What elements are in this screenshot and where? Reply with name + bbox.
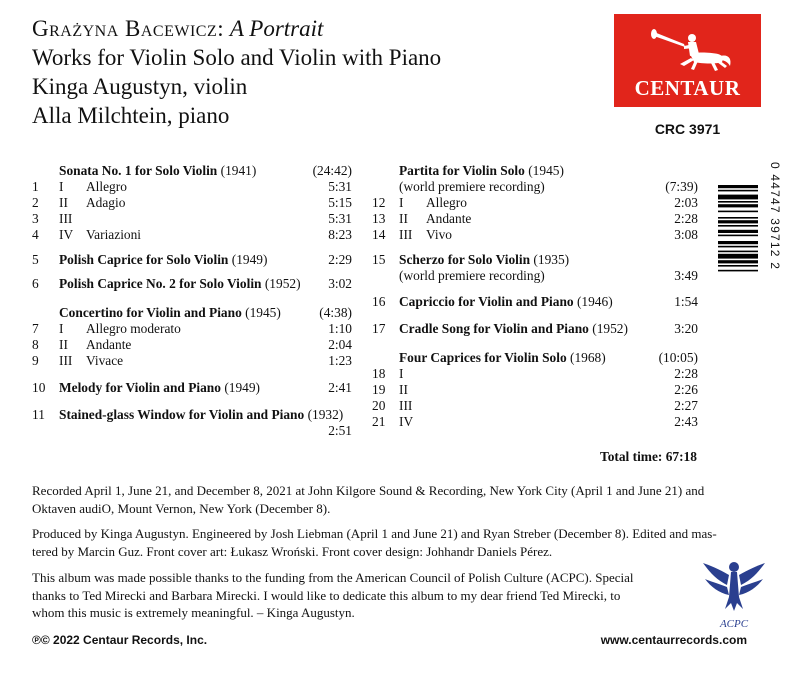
track-row: [372, 294, 698, 310]
track-duration: 2:28: [674, 211, 698, 226]
track-row: [372, 252, 698, 268]
movement-name: Andante: [86, 337, 132, 352]
work-title: Polish Caprice for Solo Violin: [59, 252, 229, 267]
work-title: Sonata No. 1 for Solo Violin: [59, 163, 218, 178]
track-row: [32, 305, 352, 321]
track-duration: 2:04: [328, 337, 352, 352]
track-row: [372, 414, 698, 430]
track-row: [372, 366, 698, 382]
work-year: (1932): [307, 407, 344, 422]
composer-name: Grażyna Bacewicz:: [32, 16, 225, 41]
movement-name: Adagio: [86, 195, 126, 210]
movement-number: II: [399, 382, 408, 397]
work-title-line: [399, 294, 613, 310]
barcode-bar: [718, 260, 758, 263]
website-url: www.centaurrecords.com: [600, 633, 747, 647]
barcode-bar: [718, 230, 758, 233]
track-duration: (4:38): [319, 305, 352, 320]
movement-number: II: [59, 337, 68, 352]
track-duration: (24:42): [312, 163, 352, 178]
track-number: 3: [32, 211, 39, 226]
barcode-bar: [718, 235, 758, 237]
movement-number: III: [59, 353, 73, 368]
recording-line-2: Oktaven audiO, Mount Vernon, New York (December 8).: [32, 500, 331, 516]
movement-number: III: [399, 398, 413, 413]
work-title: Scherzo for Solo Violin: [399, 252, 531, 267]
movement-name: Variazioni: [86, 227, 142, 242]
copyright: ℗© 2022 Centaur Records, Inc.: [32, 633, 208, 647]
work-year: (1946): [576, 294, 613, 309]
track-duration: 5:31: [328, 179, 352, 194]
track-number: 20: [372, 398, 386, 413]
track-number: 14: [372, 227, 386, 242]
centaur-logo: [614, 14, 761, 107]
track-row: [372, 227, 698, 243]
movement-name: Vivo: [426, 227, 452, 242]
album-subtitle: Works for Violin Solo and Violin with Piano: [32, 45, 442, 70]
barcode-bar: [718, 246, 758, 248]
track-row: [32, 227, 352, 243]
acpc-logo-text: ACPC: [719, 618, 749, 630]
movement-number: III: [59, 211, 73, 226]
track-number: 11: [32, 407, 45, 422]
track-duration: 3:49: [674, 268, 698, 283]
track-duration: 1:23: [328, 353, 352, 368]
track-row: [32, 353, 352, 369]
track-note: (world premiere recording): [399, 179, 545, 194]
track-row: [32, 276, 352, 292]
work-year: (1952): [592, 321, 628, 336]
work-title: Melody for Violin and Piano: [59, 380, 221, 395]
movement-name: Allegro moderato: [86, 321, 181, 336]
track-duration: 3:02: [328, 276, 352, 291]
track-duration: 2:27: [674, 398, 698, 413]
work-title: Four Caprices for Violin Solo: [399, 350, 567, 365]
barcode-bar: [718, 185, 758, 188]
track-duration: 5:31: [328, 211, 352, 226]
barcode-digits: 0 44747 39712 2: [768, 162, 782, 271]
track-row: [32, 423, 352, 439]
work-title-line: [59, 380, 260, 396]
track-row: [32, 211, 352, 227]
track-number: 5: [32, 252, 39, 267]
movement-name: Vivace: [86, 353, 124, 368]
work-title-line: [399, 252, 569, 268]
work-title-line: [59, 276, 301, 292]
barcode-bar: [718, 201, 758, 203]
track-number: 1: [32, 179, 39, 194]
track-duration: (10:05): [658, 350, 698, 365]
track-row: [32, 195, 352, 211]
barcode-bar: [718, 195, 758, 200]
movement-number: IV: [399, 414, 414, 429]
track-row: [372, 211, 698, 227]
track-row: [372, 163, 698, 179]
work-year: (1968): [570, 350, 606, 365]
track-note: (world premiere recording): [399, 268, 545, 283]
track-number: 2: [32, 195, 39, 210]
work-year: (1945): [245, 305, 281, 320]
work-year: (1945): [528, 163, 564, 178]
composer-title-line: [32, 14, 441, 43]
work-year: (1952): [264, 276, 301, 291]
work-title: Capriccio for Violin and Piano: [399, 294, 574, 309]
thanks-notes: [32, 569, 634, 622]
work-title: Stained-glass Window for Violin and Piano: [59, 407, 305, 422]
track-number: 13: [372, 211, 386, 226]
barcode-bar: [718, 265, 758, 267]
barcode-bar: [718, 217, 758, 219]
track-number: 19: [372, 382, 386, 397]
track-number: 15: [372, 252, 386, 267]
track-row: [372, 179, 698, 195]
track-number: 16: [372, 294, 386, 309]
track-number: 7: [32, 321, 39, 336]
track-row: [372, 321, 698, 337]
barcode-bar: [718, 241, 758, 244]
catalog-number: CRC 3971: [654, 121, 721, 137]
barcode: [718, 185, 758, 275]
work-title-line: [399, 321, 628, 337]
credits-line-1: Produced by Kinga Augustyn. Engineered by Josh Liebman (April 1 and June 21) and Ryan Streber (December 8). Edited and mas-: [32, 526, 717, 541]
work-title-line: [59, 163, 256, 179]
performer-piano: Alla Milchtein, piano: [32, 103, 230, 128]
album-title: A Portrait: [229, 16, 324, 41]
track-row: [32, 179, 352, 195]
movement-number: II: [399, 211, 408, 226]
track-number: 8: [32, 337, 39, 352]
acpc-eagle-logo: [701, 557, 767, 632]
track-row: [372, 195, 698, 211]
movement-number: I: [59, 321, 64, 336]
track-duration: (7:39): [665, 179, 698, 194]
barcode-bar: [718, 204, 758, 207]
work-year: (1935): [533, 252, 570, 267]
movement-name: Allegro: [426, 195, 467, 210]
track-duration: 2:51: [328, 423, 352, 438]
track-duration: 2:03: [674, 195, 698, 210]
work-year: (1941): [220, 163, 257, 178]
work-title: Partita for Violin Solo: [399, 163, 525, 178]
track-duration: 2:41: [328, 380, 352, 395]
work-title: Concertino for Violin and Piano: [59, 305, 242, 320]
track-duration: 2:29: [328, 252, 352, 267]
track-duration: 3:08: [674, 227, 698, 242]
track-duration: 5:15: [328, 195, 352, 210]
track-duration: 8:23: [328, 227, 352, 242]
centaur-wordmark: CENTAUR: [634, 76, 741, 100]
track-row: [32, 252, 352, 268]
track-number: 6: [32, 276, 39, 291]
barcode-bar: [718, 251, 758, 253]
track-duration: 2:43: [674, 414, 698, 429]
track-duration: 1:54: [674, 294, 698, 309]
track-number: 17: [372, 321, 386, 336]
barcode-bar: [718, 211, 758, 213]
work-title-line: [59, 407, 343, 423]
track-number: 9: [32, 353, 39, 368]
track-duration: 2:28: [674, 366, 698, 381]
track-duration: 2:26: [674, 382, 698, 397]
movement-number: I: [59, 179, 64, 194]
thanks-line-2: thanks to Ted Mirecki and Barbara Mirecki. I would like to dedicate this album to my dear friend Ted Mirecki, to: [32, 587, 621, 603]
work-title: Polish Caprice No. 2 for Solo Violin: [59, 276, 262, 291]
track-duration: 1:10: [328, 321, 352, 336]
work-title-line: [59, 252, 267, 268]
barcode-bar: [718, 270, 758, 272]
track-number: 12: [372, 195, 386, 210]
work-year: (1949): [224, 380, 261, 395]
track-row: [32, 163, 352, 179]
track-row: [372, 398, 698, 414]
recording-notes: [32, 482, 704, 517]
movement-number: I: [399, 195, 404, 210]
track-row: [372, 382, 698, 398]
movement-number: IV: [59, 227, 74, 242]
barcode-bar: [718, 254, 758, 259]
track-number: 4: [32, 227, 39, 242]
movement-number: II: [59, 195, 68, 210]
barcode-bar: [718, 190, 758, 192]
track-number: 10: [32, 380, 46, 395]
work-title-line: [399, 350, 606, 366]
thanks-line-3: whom this music is extremely meaningful. – Kinga Augustyn.: [32, 605, 355, 620]
work-year: (1949): [231, 252, 268, 267]
movement-number: III: [399, 227, 413, 242]
album-header: [32, 14, 441, 130]
movement-name: Andante: [426, 211, 472, 226]
track-row: [32, 321, 352, 337]
work-title: Cradle Song for Violin and Piano: [399, 321, 589, 336]
work-title-line: [399, 163, 564, 179]
barcode-bar: [718, 225, 758, 227]
track-duration: 3:20: [674, 321, 698, 336]
track-row: [32, 337, 352, 353]
thanks-line-1: This album was made possible thanks to the funding from the American Council of Polish Culture (ACPC). Special: [32, 570, 634, 585]
credits-line-2: tered by Marcin Guz. Front cover art: Łukasz Wroński. Front cover design: Johhandr Daniels Pérez.: [32, 543, 553, 559]
track-row: [372, 350, 698, 366]
track-row: [372, 268, 698, 284]
track-number: 21: [372, 414, 386, 429]
performer-violin: Kinga Augustyn, violin: [32, 74, 248, 99]
track-row: [32, 407, 352, 423]
movement-name: Allegro: [86, 179, 127, 194]
track-number: 18: [372, 366, 386, 381]
track-row: [32, 380, 352, 396]
work-title-line: [59, 305, 281, 321]
total-time: Total time: 67:18: [600, 449, 697, 464]
recording-line-1: Recorded April 1, June 21, and December 8, 2021 at John Kilgore Sound & Recording, New York City (April 1 and June 21) and: [32, 483, 705, 498]
movement-number: I: [399, 366, 404, 381]
barcode-bar: [718, 220, 758, 223]
credits-notes: [32, 525, 717, 560]
